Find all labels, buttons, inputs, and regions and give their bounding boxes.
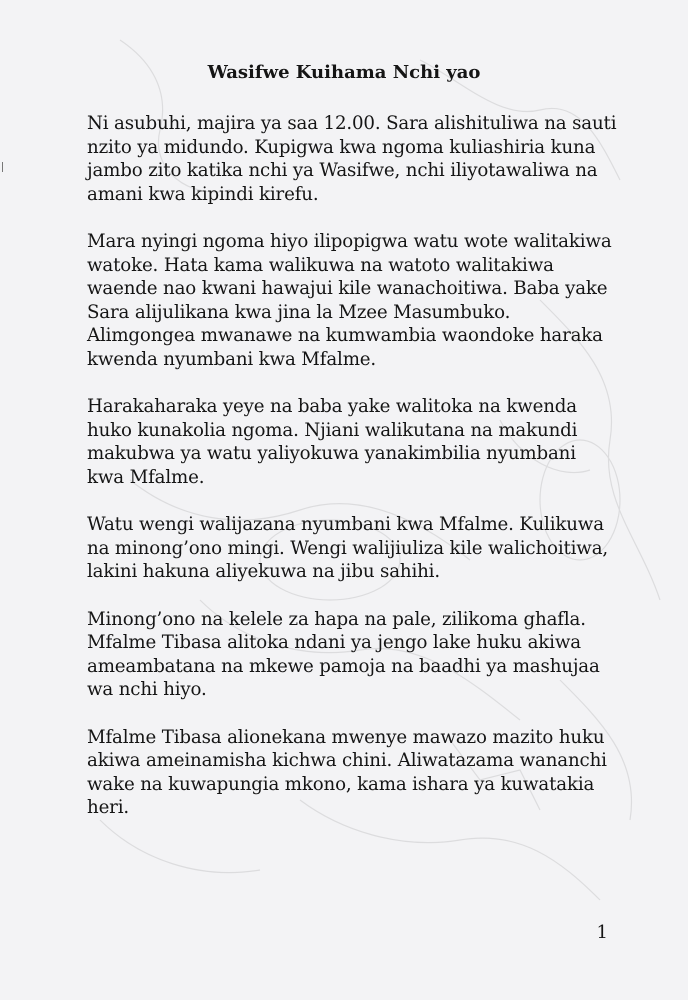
page-title: Wasifwe Kuihama Nchi yao xyxy=(207,62,481,83)
paragraph-3: Harakaharaka yeye na baba yake walitoka na kwenda huko kunakolia ngoma. Njiani walikutana na makundi makubwa ya watu yaliyokuwa yanakimbilia nyumbani kwa Mfalme. xyxy=(87,396,578,488)
paragraph-2: Mara nyingi ngoma hiyo ilipopigwa watu wote walitakiwa watoke. Hata kama walikuwa na watoto walitakiwa waende nao kwani hawajui kile wanachoitiwa. Baba yake Sara alijulikana kwa jina la Mzee Masumbuko. Alimgongea mwanawe na kumwambia waondoke haraka kwenda nyumbani kwa Mfalme. xyxy=(87,231,612,370)
paragraph-5: Minong’ono na kelele za hapa na pale, zilikoma ghafla. Mfalme Tibasa alitoka ndani ya jengo lake huku akiwa ameambatana na mkewe pamoja na baadhi ya mashujaa wa nchi hiyo. xyxy=(87,608,600,700)
binding-mark xyxy=(2,162,3,172)
paragraph-6: Mfalme Tibasa alionekana mwenye mawazo mazito huku akiwa ameinamisha kichwa chini. Aliwatazama wananchi wake na kuwapungia mkono, kama ishara ya kuwatakia heri. xyxy=(87,726,607,818)
paragraph-4: Watu wengi walijazana nyumbani kwa Mfalme. Kulikuwa na minong’ono mingi. Wengi walijiuliza kile walichoitiwa, lakini hakuna aliyekuwa na jibu sahihi. xyxy=(87,514,609,582)
page-number: 1 xyxy=(596,922,608,943)
paragraph-1: Ni asubuhi, majira ya saa 12.00. Sara alishituliwa na sauti nzito ya midundo. Kupigwa kwa ngoma kuliashiria kuna jambo zito katika nchi ya Wasifwe, nchi iliyotawaliwa na amani kwa kipindi kirefu. xyxy=(87,113,617,205)
story-body xyxy=(87,112,617,844)
